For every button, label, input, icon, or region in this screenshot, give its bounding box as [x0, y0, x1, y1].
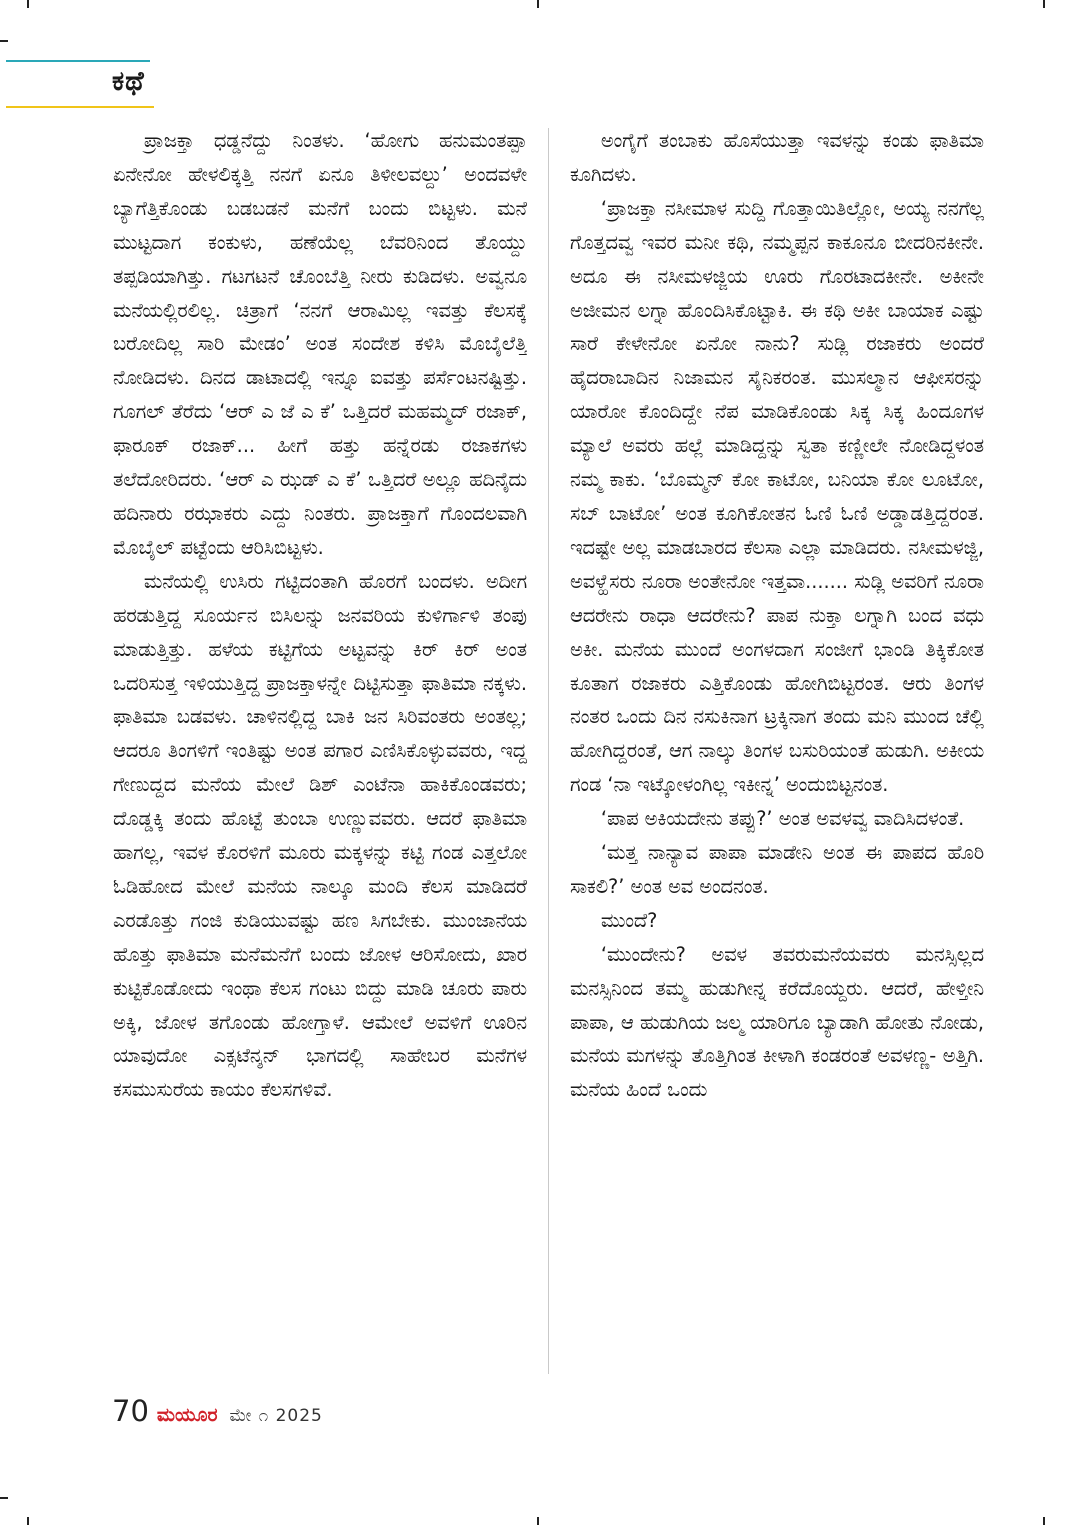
magazine-logo: ಮಯೂರ: [156, 1404, 218, 1426]
paragraph: ಮುಂದೆ?: [600, 908, 658, 932]
header-rule-yellow: [6, 106, 154, 108]
crop-mark: [1043, 1517, 1045, 1525]
crop-mark: [1043, 0, 1045, 8]
crop-mark: [0, 1497, 8, 1499]
header-rule-teal: [6, 60, 150, 62]
column-divider: [548, 128, 549, 1374]
paragraph: ಮನೆಯಲ್ಲಿ ಉಸಿರು ಗಟ್ಟಿದಂತಾಗಿ ಹೊರಗೆ ಬಂದಳು. ಅದೀಗ ಹರಡುತ್ತಿದ್ದ ಸೂರ್ಯನ ಬಿಸಿಲನ್ನು ಜನವರಿಯ ಕುಳಿರ್ಗಾಳಿ ತಂಪು ಮಾಡುತ್ತಿತ್ತು. ಹಳೆಯ ಕಟ್ಟಿಗೆಯ ಅಟ್ಟವನ್ನು ಕಿರ್ ಕಿರ್ ಅಂತ ಒದರಿಸುತ್ತ ಇಳಿಯುತ್ತಿದ್ದ ಪ್ರಾಜಕ್ತಾಳನ್ನೇ ದಿಟ್ಟಿಸುತ್ತಾ ಫಾತಿಮಾ ನಕ್ಕಳು. ಫಾತಿಮಾ ಬಡವಳು. ಚಾಳಿನಲ್ಲಿದ್ದ ಬಾಕಿ ಜನ ಸಿರಿವಂತರು ಅಂತಲ್ಲ; ಆದರೂ ತಿಂಗಳಿಗೆ ಇಂತಿಷ್ಟು ಅಂತ ಪಗಾರ ಎಣಿಸಿಕೊಳ್ಳುವವರು, ಇದ್ದ ಗೇಣುದ್ದದ ಮನೆಯ ಮೇಲೆ ಡಿಶ್ ಎಂಟೆನಾ ಹಾಕಿಕೊಂಡವರು; ದೊಡ್ಡಕ್ಕಿ ತಂದು ಹೊಟ್ಟೆ ತುಂಬಾ ಉಣ್ಣುವವರು. ಆದರೆ ಫಾತಿಮಾ ಹಾಗಲ್ಲ, ಇವಳ ಕೊರಳಿಗೆ ಮೂರು ಮಕ್ಕಳನ್ನು ಕಟ್ಟಿ ಗಂಡ ಎತ್ತಲೋ ಓಡಿಹೋದ ಮೇಲೆ ಮನೆಯ ನಾಲ್ಕೂ ಮಂದಿ ಕೆಲಸ ಮಾಡಿದರೆ ಎರಡೊತ್ತು ಗಂಜಿ ಕುಡಿಯುವಷ್ಟು ಹಣ ಸಿಗಬೇಕು. ಮುಂಜಾನೆಯ ಹೊತ್ತು ಫಾತಿಮಾ ಮನೆಮನೆಗೆ ಬಂದು ಜೋಳ ಆರಿಸೋದು, ಖಾರ ಕುಟ್ಟಿಕೊಡೋದು ಇಂಥಾ ಕೆಲಸ ಗಂಟು ಬಿದ್ದು ಮಾಡಿ ಚೂರು ಪಾರು ಅಕ್ಕಿ, ಜೋಳ ತಗೊಂಡು ಹೋಗ್ತಾಳೆ. ಆಮೇಲೆ ಅವಳಿಗೆ ಊರಿನ ಯಾವುದೋ ಎಕ್ಸಟೆನ್ಶನ್ ಭಾಗದಲ್ಲಿ ಸಾಹೇಬರ ಮನೆಗಳ ಕಸಮುಸುರೆಯ ಕಾಯಂ ಕೆಲಸಗಳಿವೆ.: [113, 569, 527, 1102]
crop-mark: [27, 0, 29, 8]
paragraph: ‘ಮತ್ತ ನಾನ್ಯಾವ ಪಾಪಾ ಮಾಡೇನಿ ಅಂತ ಈ ಪಾಪದ ಹೊರಿ ಸಾಕಲಿ?’ ಅಂತ ಅವ ಅಂದನಂತ.: [570, 841, 984, 898]
page-number: 70: [112, 1394, 149, 1428]
crop-mark: [0, 40, 8, 42]
paragraph: ಪ್ರಾಜಕ್ತಾ ಧಡ್ಡನೆದ್ದು ನಿಂತಳು. ‘ಹೋಗು ಹನುಮಂತಪ್ಪಾ ಏನೇನೋ ಹೇಳಲಿಕ್ಕತ್ತಿ ನನಗೆ ಏನೂ ತಿಳೀಲವಲ್ದು’ ಅಂದವಳೇ ಬ್ಯಾಗೆತ್ತಿಕೊಂಡು ಬಡಬಡನೆ ಮನೆಗೆ ಬಂದು ಬಿಟ್ಟಳು. ಮನೆ ಮುಟ್ಟದಾಗ ಕಂಕುಳು, ಹಣೆಯೆಲ್ಲ ಬೆವರಿನಿಂದ ತೊಯ್ದು ತಪ್ಪಡಿಯಾಗಿತ್ತು. ಗಟಗಟನೆ ಚೊಂಬೆತ್ತಿ ನೀರು ಕುಡಿದಳು. ಅವ್ವನೂ ಮನೆಯಲ್ಲಿರಲಿಲ್ಲ. ಚಿತ್ರಾಗೆ ‘ನನಗೆ ಆರಾಮಿಲ್ಲ ಇವತ್ತು ಕೆಲಸಕ್ಕೆ ಬರೋದಿಲ್ಲ ಸಾರಿ ಮೇಡಂ’ ಅಂತ ಸಂದೇಶ ಕಳಿಸಿ ಮೊಬೈಲೆತ್ತಿ ನೋಡಿದಳು. ದಿನದ ಡಾಟಾದಲ್ಲಿ ಇನ್ನೂ ಐವತ್ತು ಪರ್ಸೆಂಟನಷ್ಟಿತ್ತು. ಗೂಗಲ್ ತೆರೆದು ‘ಆರ್ ಎ ಜೆ ಎ ಕೆ’ ಒತ್ತಿದರೆ ಮಹಮ್ಮದ್ ರಜಾಕ್, ಫಾರೂಕ್ ರಜಾಕ್... ಹೀಗೆ ಹತ್ತು ಹನ್ನೆರಡು ರಜಾಕಗಳು ತಲೆದೋರಿದರು. ‘ಆರ್ ಎ ಝಡ್ ಎ ಕೆ’ ಒತ್ತಿದರೆ ಅಲ್ಲೂ ಹದಿನೈದು ಹದಿನಾರು ರಝಾಕರು ಎದ್ದು ನಿಂತರು. ಪ್ರಾಜಕ್ತಾಗೆ ಗೊಂದಲವಾಗಿ ಮೊಬೈಲ್ ಪಟ್ಟೆಂದು ಆರಿಸಿಬಿಟ್ಟಳು.: [113, 129, 527, 559]
crop-mark: [537, 1517, 539, 1525]
article-column-left: [113, 124, 527, 1380]
paragraph: ‘ಮುಂದೇನು? ಅವಳ ತವರುಮನೆಯವರು ಮನಸ್ಸಿಲ್ಲದ ಮನಸ್ಸಿನಿಂದ ತಮ್ಮ ಹುಡುಗೀನ್ನ ಕರೆದೊಯ್ದರು. ಆದರೆ, ಹೇಳ್ತೀನಿ ಪಾಪಾ, ಆ ಹುಡುಗಿಯ ಜಲ್ಮ ಯಾರಿಗೂ ಬ್ಯಾಡಾಗಿ ಹೋತು ನೋಡು, ಮನೆಯ ಮಗಳನ್ನು ತೊತ್ತಿಗಿಂತ ಕೀಳಾಗಿ ಕಂಡರಂತೆ ಅವಳಣ್ಣ- ಅತ್ತಿಗಿ. ಮನೆಯ ಹಿಂದೆ ಒಂದು: [570, 942, 984, 1102]
paragraph: ಅಂಗೈಗೆ ತಂಬಾಕು ಹೊಸೆಯುತ್ತಾ ಇವಳನ್ನು ಕಂಡು ಫಾತಿಮಾ ಕೂಗಿದಳು.: [570, 129, 984, 186]
article-column-right: [570, 124, 984, 1380]
crop-mark: [537, 0, 539, 8]
crop-mark: [27, 1517, 29, 1525]
issue-date: ಮೇ ೧ 2025: [229, 1406, 323, 1426]
section-title: ಕಥೆ: [112, 66, 145, 97]
paragraph: ‘ಪಾಪ ಅಕಿಯದೇನು ತಪ್ಪು?’ ಅಂತ ಅವಳವ್ವ ವಾದಿಸಿದಳಂತೆ.: [600, 807, 965, 831]
paragraph: ‘ಪ್ರಾಜಕ್ತಾ ನಸೀಮಾಳ ಸುದ್ದಿ ಗೊತ್ತಾಯಿತಿಲ್ಲೋ, ಅಯ್ಯ ನನಗೆಲ್ಲ ಗೊತ್ತದವ್ವ ಇವರ ಮನೀ ಕಥಿ, ನಮ್ಮಪ್ಪನ ಕಾಕೂನೂ ಬೀದರಿನಕೀನೇ. ಅದೂ ಈ ನಸೀಮಳಜ್ಜಿಯ ಊರು ಗೊರಟಾದಕೀನೇ. ಅಕೀನೇ ಅಜೀಮನ ಲಗ್ನಾ ಹೊಂದಿಸಿಕೊಟ್ಟಾಕಿ. ಈ ಕಥಿ ಅಕೀ ಬಾಯಾಕ ಎಷ್ಟು ಸಾರೆ ಕೇಳೇನೋ ಏನೋ ನಾನು? ಸುಡ್ಲಿ ರಜಾಕರು ಅಂದರೆ ಹೈದರಾಬಾದಿನ ನಿಜಾಮನ ಸೈನಿಕರಂತ. ಮುಸಲ್ಮಾನ ಆಫೀಸರನ್ನು ಯಾರೋ ಕೊಂದಿದ್ದೇ ನೆಪ ಮಾಡಿಕೊಂಡು ಸಿಕ್ಕ ಸಿಕ್ಕ ಹಿಂದೂಗಳ ಮ್ಯಾಲೆ ಅವರು ಹಲ್ಲೆ ಮಾಡಿದ್ದನ್ನು ಸ್ವತಾ ಕಣ್ಣೀಲೇ ನೋಡಿದ್ದಳಂತ ನಮ್ಮ ಕಾಕು. ‘ಬೊಮ್ಮನ್ ಕೋ ಕಾಟೋ, ಬನಿಯಾ ಕೋ ಲೂಟೋ, ಸಬ್ ಬಾಟೋ’ ಅಂತ ಕೂಗಿಕೋತನ ಓಣಿ ಓಣಿ ಅಡ್ಡಾಡತ್ತಿದ್ದರಂತ. ಇದಷ್ಟೇ ಅಲ್ಲ ಮಾಡಬಾರದ ಕೆಲಸಾ ಎಲ್ಲಾ ಮಾಡಿದರು. ನಸೀಮಳಜ್ಜಿ, ಅವಳ್ಹೆಸರು ನೂರಾ ಅಂತೇನೋ ಇತ್ತವಾ....... ಸುಡ್ಲಿ ಅವರಿಗೆ ನೂರಾ ಆದರೇನು ರಾಧಾ ಆದರೇನು? ಪಾಪ ನುಕ್ತಾ ಲಗ್ನಾಗಿ ಬಂದ ವಧು ಅಕೀ. ಮನೆಯ ಮುಂದೆ ಅಂಗಳದಾಗ ಸಂಜೀಗೆ ಭಾಂಡಿ ತಿಕ್ಕಿಕೋತ ಕೂತಾಗ ರಜಾಕರು ಎತ್ತಿಕೊಂಡು ಹೋಗಿಬಿಟ್ಟರಂತ. ಆರು ತಿಂಗಳ ನಂತರ ಒಂದು ದಿನ ನಸುಕಿನಾಗ ಟ್ರಕ್ಕಿನಾಗ ತಂದು ಮನಿ ಮುಂದ ಚೆಲ್ಲಿ ಹೋಗಿದ್ದರಂತೆ, ಆಗ ನಾಲ್ಕು ತಿಂಗಳ ಬಸುರಿಯಂತೆ ಹುಡುಗಿ. ಅಕೀಯ ಗಂಡ ‘ನಾ ಇಟ್ಕೋಳಂಗಿಲ್ಲ ಇಕೀನ್ನ’ ಅಂದುಬಿಟ್ಟನಂತ.: [570, 196, 984, 797]
page-footer: [112, 1394, 323, 1434]
